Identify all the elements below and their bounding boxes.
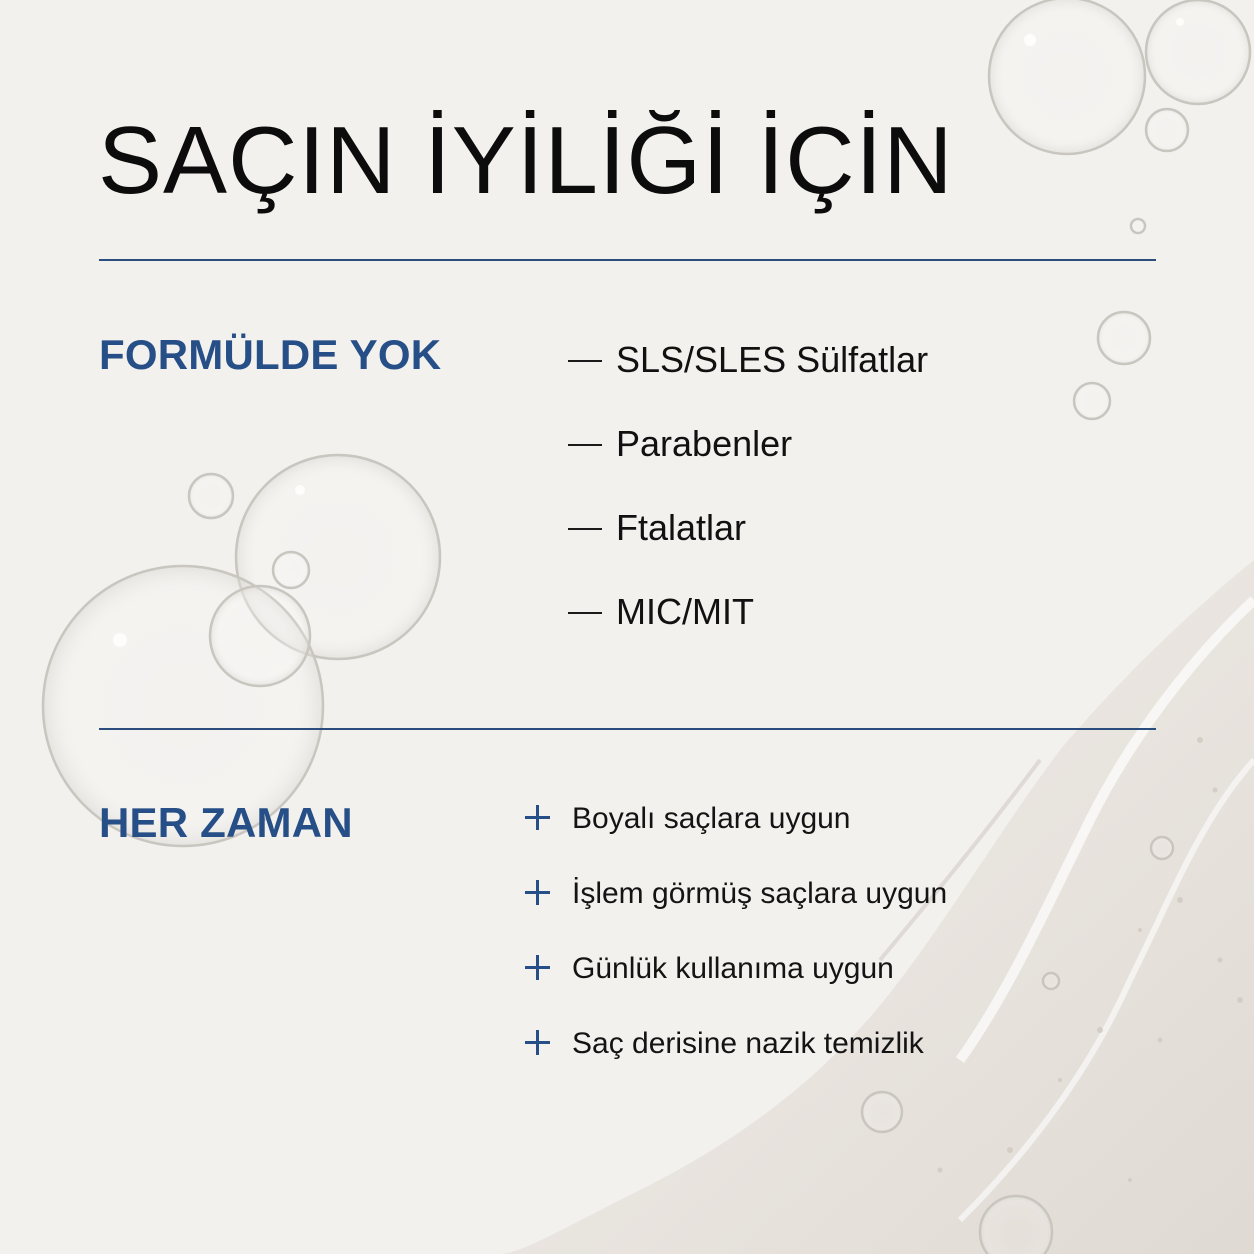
top-divider — [99, 259, 1156, 261]
list-item — [525, 949, 947, 1024]
list-item — [568, 590, 928, 674]
list-item — [568, 422, 928, 506]
middle-divider — [99, 728, 1156, 730]
dash-icon — [568, 444, 602, 446]
plus-icon — [525, 955, 550, 980]
list-item-label: MIC/MIT — [616, 591, 754, 632]
list-item-label: İşlem görmüş saçlara uygun — [572, 877, 948, 910]
list-item-label: Ftalatlar — [616, 507, 747, 548]
list-item-label: Boyalı saçlara uygun — [572, 802, 851, 835]
plus-icon — [525, 880, 550, 905]
dash-icon — [568, 528, 602, 530]
list-item — [568, 338, 928, 422]
list-item — [568, 506, 928, 590]
absent-ingredients-list — [568, 338, 928, 674]
always-section-heading: HER ZAMAN — [99, 799, 353, 846]
list-item-label: SLS/SLES Sülfatlar — [616, 339, 929, 380]
list-item-label: Parabenler — [616, 423, 793, 464]
dash-icon — [568, 360, 602, 362]
list-item — [525, 874, 947, 949]
plus-icon — [525, 805, 550, 830]
page-title: SAÇIN İYİLİĞİ İÇİN — [98, 107, 954, 214]
list-item — [525, 1024, 947, 1099]
list-item — [525, 799, 947, 874]
list-item-label: Günlük kullanıma uygun — [572, 952, 894, 985]
list-item-label: Saç derisine nazik temizlik — [572, 1027, 924, 1060]
absent-section-heading: FORMÜLDE YOK — [99, 331, 442, 378]
always-features-list — [525, 799, 947, 1099]
plus-icon — [525, 1030, 550, 1055]
dash-icon — [568, 612, 602, 614]
